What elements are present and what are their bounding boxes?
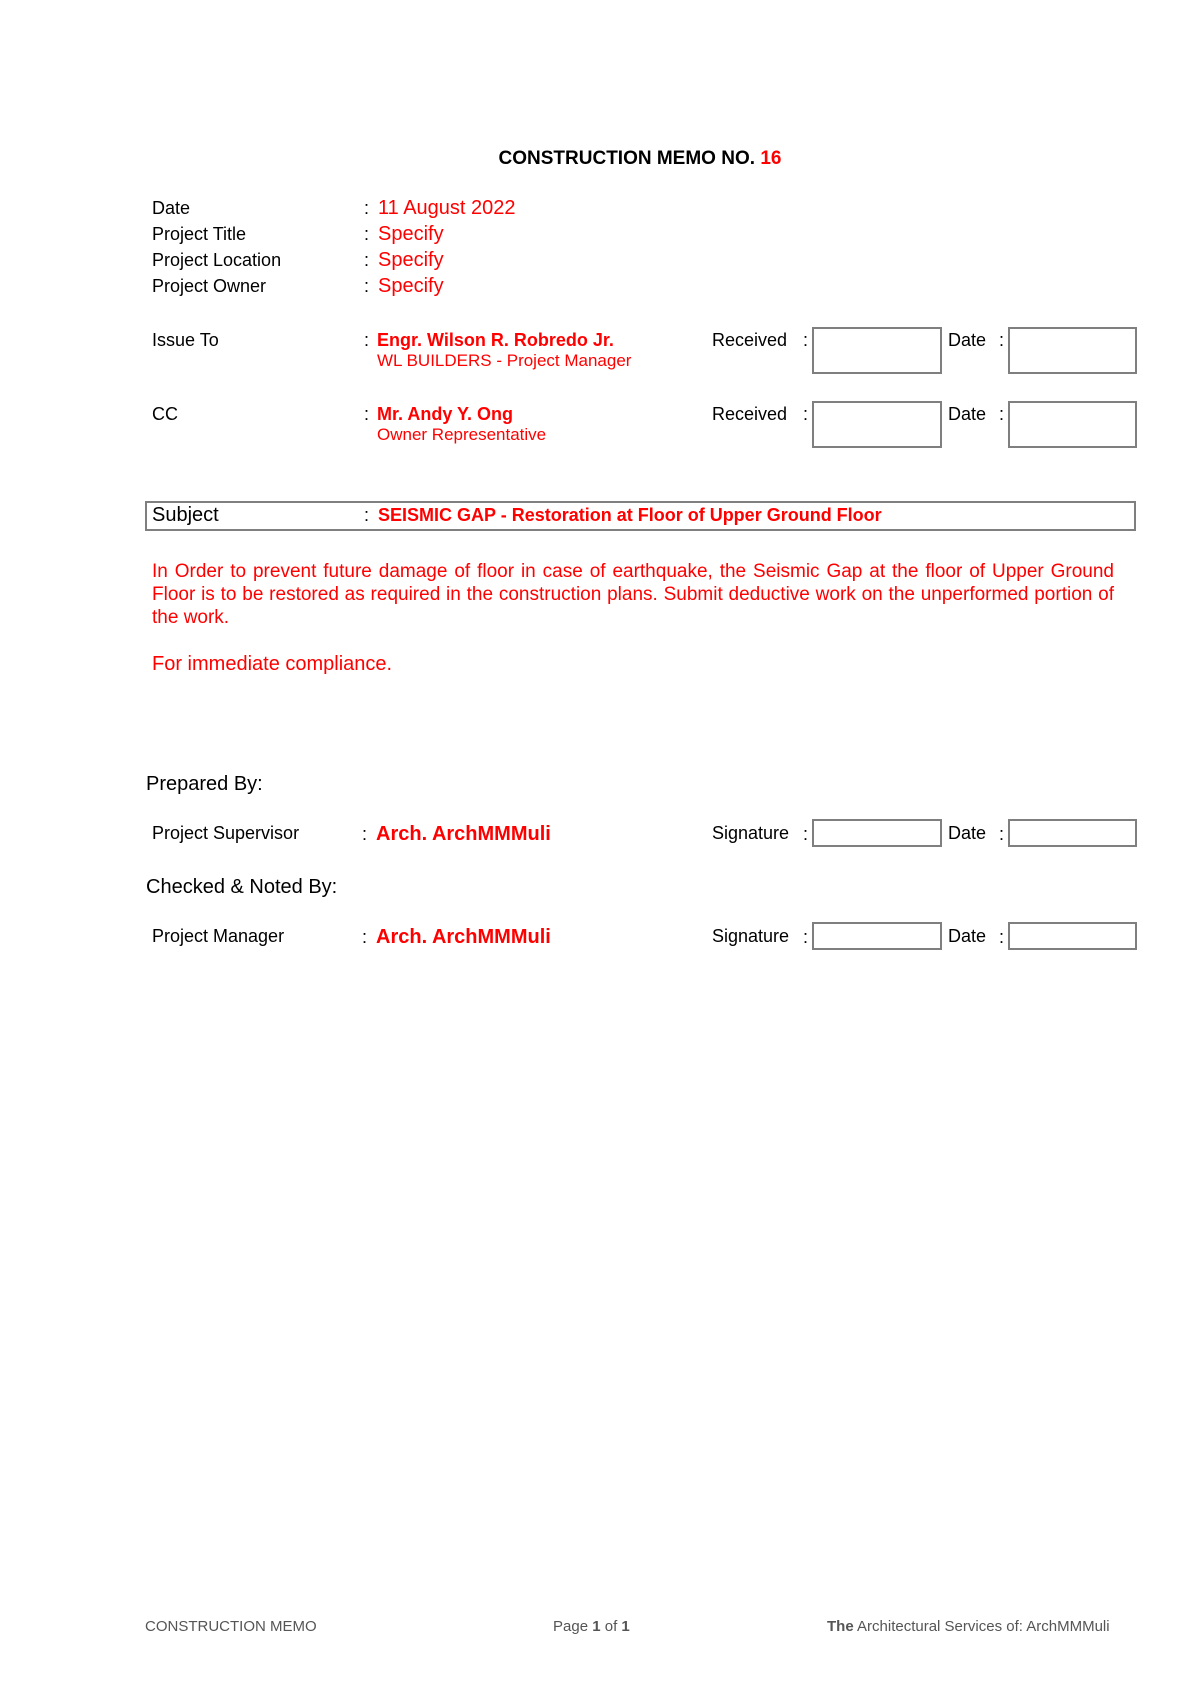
project-owner-value: Specify <box>378 275 444 297</box>
colon: : <box>364 198 370 218</box>
colon: : <box>999 824 1005 844</box>
checked-name: Arch. ArchMMMuli <box>376 926 551 948</box>
date-box[interactable] <box>1008 327 1137 374</box>
received-label: Received <box>712 330 788 350</box>
project-location-value: Specify <box>378 249 444 271</box>
colon: : <box>362 927 368 947</box>
colon: : <box>364 276 370 296</box>
project-title-value: Specify <box>378 223 444 245</box>
issue-to-label: Issue To <box>152 330 219 350</box>
colon: : <box>803 404 809 424</box>
colon: : <box>803 927 809 947</box>
colon: : <box>999 927 1005 947</box>
signature-box[interactable] <box>812 922 942 950</box>
colon: : <box>364 505 370 525</box>
date-label: Date <box>948 926 987 946</box>
date-label: Date <box>948 823 987 843</box>
footer-right <box>827 1618 1110 1635</box>
cc-name: Mr. Andy Y. Ong <box>377 404 514 424</box>
cc-label: CC <box>152 404 178 424</box>
footer-right-text: Architectural Services of: ArchMMMuli <box>857 1618 1110 1635</box>
footer-left: CONSTRUCTION MEMO <box>145 1618 317 1635</box>
prepared-role: Project Supervisor <box>152 823 300 843</box>
footer-page <box>553 1618 630 1635</box>
footer-page-word: Page <box>553 1618 589 1635</box>
date-box[interactable] <box>1008 819 1137 847</box>
memo-number: 16 <box>760 148 782 169</box>
date-label: Date <box>152 198 191 218</box>
date-box[interactable] <box>1008 922 1137 950</box>
colon: : <box>364 224 370 244</box>
colon: : <box>362 824 368 844</box>
colon: : <box>999 330 1005 350</box>
signature-label: Signature <box>712 926 790 946</box>
body-paragraph: In Order to prevent future damage of floor in case of earthquake, the Seismic Gap at the floor of Upper Ground Floor is to be restored as required in the construction plans. Submit deductive work on the unperformed portion of the work. <box>152 561 1114 628</box>
colon: : <box>803 824 809 844</box>
colon: : <box>999 404 1005 424</box>
footer-page-total: 1 <box>621 1618 630 1635</box>
project-owner-label: Project Owner <box>152 276 267 296</box>
footer-page-num: 1 <box>592 1618 601 1635</box>
checked-by-heading: Checked & Noted By: <box>146 876 338 898</box>
checked-role: Project Manager <box>152 926 285 946</box>
colon: : <box>803 330 809 350</box>
date-value: 11 August 2022 <box>378 197 516 219</box>
colon: : <box>364 404 370 424</box>
date-label: Date <box>948 330 987 350</box>
prepared-name: Arch. ArchMMMuli <box>376 823 551 845</box>
date-label: Date <box>948 404 987 424</box>
subject-label: Subject <box>152 504 219 526</box>
date-box[interactable] <box>1008 401 1137 448</box>
footer-right-bold: The <box>827 1618 854 1635</box>
subject-value: SEISMIC GAP - Restoration at Floor of Upper Ground Floor <box>378 505 882 525</box>
prepared-by-heading: Prepared By: <box>146 773 263 795</box>
colon: : <box>364 250 370 270</box>
project-title-label: Project Title <box>152 224 247 244</box>
project-location-label: Project Location <box>152 250 282 270</box>
issue-to-role: WL BUILDERS - Project Manager <box>377 351 632 370</box>
colon: : <box>364 330 370 350</box>
received-label: Received <box>712 404 788 424</box>
received-box[interactable] <box>812 401 942 448</box>
memo-title-prefix: CONSTRUCTION MEMO NO. <box>498 148 756 169</box>
signature-box[interactable] <box>812 819 942 847</box>
received-box[interactable] <box>812 327 942 374</box>
issue-to-name: Engr. Wilson R. Robredo Jr. <box>377 330 614 350</box>
compliance-note: For immediate compliance. <box>152 653 393 675</box>
memo-title <box>0 148 1200 170</box>
signature-label: Signature <box>712 823 790 843</box>
cc-role: Owner Representative <box>377 425 547 444</box>
footer-page-of: of <box>604 1618 618 1635</box>
